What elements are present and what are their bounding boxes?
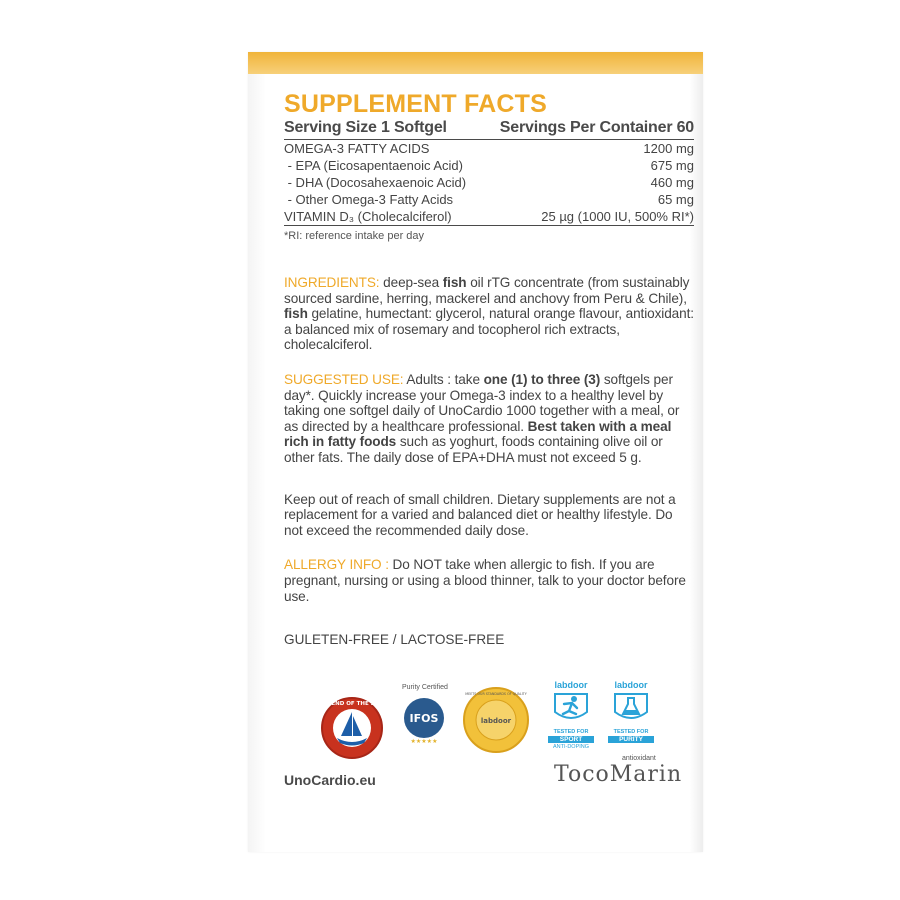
- labdoor-sport-badge: [544, 680, 598, 750]
- bold-segment: Best taken with a meal rich in fatty foods: [284, 418, 672, 450]
- labdoor-seal-text: labdoor: [480, 717, 512, 725]
- ifos-caption: Purity Certified: [402, 684, 448, 691]
- labdoor-sport-line1: TESTED FOR: [553, 729, 589, 735]
- facts-row: [284, 157, 694, 174]
- labdoor-purity-badge: [604, 680, 658, 744]
- nutrient-amount: 1200 mg: [643, 141, 694, 156]
- facts-row: [284, 191, 694, 208]
- serving-row: [284, 118, 694, 140]
- product-box-back: [248, 52, 703, 852]
- text-segment: deep-sea: [379, 275, 443, 290]
- labdoor-purity-line1: TESTED FOR: [613, 729, 649, 735]
- flask-icon: [611, 690, 651, 724]
- box-top-band: [248, 52, 703, 74]
- nutrient-name: - EPA (Eicosapentaenoic Acid): [284, 158, 463, 173]
- bold-segment: fish: [442, 275, 467, 290]
- serving-size: Serving Size 1 Softgel: [284, 119, 447, 136]
- nutrient-amount: 25 µg (1000 IU, 500% RI*): [541, 209, 694, 224]
- facts-row: [284, 140, 694, 157]
- runner-icon: [551, 690, 591, 724]
- text-segment: Do NOT take when allergic to fish. If you are pregnant, nursing or using a blood thinner, talk to your doctor before use.: [284, 557, 686, 604]
- nutrient-amount: 65 mg: [657, 192, 694, 207]
- labdoor-sport-line2: SPORT: [548, 736, 594, 743]
- friend-of-the-sea-text: FRIEND OF THE SEA: [321, 701, 383, 707]
- brand-small-text: antioxidant: [622, 755, 656, 762]
- bold-segment: fish: [284, 306, 308, 322]
- ingredients-label: INGREDIENTS:: [284, 275, 380, 290]
- facts-row: [284, 174, 694, 191]
- servings-per-container: Servings Per Container 60: [499, 119, 694, 136]
- text-segment: oil rTG concentrate (from sustainably sourced sardine, herring, mackerel and anchovy from Peru & Chile),: [284, 275, 690, 306]
- ri-footnote: *RI: reference intake per day: [284, 230, 425, 242]
- stars-icon: ★★★★★: [410, 739, 438, 744]
- allergy-label: ALLERGY INFO :: [284, 557, 389, 573]
- labdoor-sport-line3: ANTI-DOPING: [552, 744, 590, 750]
- nutrient-name: VITAMIN D₃ (Cholecalciferol): [284, 209, 452, 224]
- labdoor-purity-brand: labdoor: [614, 680, 648, 690]
- nutrient-name: - Other Omega-3 Fatty Acids: [284, 192, 454, 207]
- nutrient-name: - DHA (Docosahexaenoic Acid): [284, 175, 467, 190]
- labdoor-seal-ring-text: MEETS OUR STANDARDS OF QUALITY: [465, 692, 527, 696]
- supplement-facts-title: SUPPLEMENT FACTS: [284, 90, 547, 118]
- website-text: UnoCardio.eu: [284, 772, 376, 788]
- allergy-text: [284, 557, 694, 604]
- labdoor-quality-seal: [462, 686, 530, 754]
- ifos-logo: [400, 696, 448, 744]
- ifos-text: IFOS: [409, 712, 439, 725]
- nutrient-amount: 460 mg: [650, 175, 694, 190]
- free-from-text: GULETEN-FREE / LACTOSE-FREE: [284, 632, 505, 648]
- ingredients-text: [284, 275, 694, 353]
- facts-table: [284, 140, 694, 226]
- nutrient-amount: 675 mg: [650, 158, 694, 173]
- friend-of-the-sea-logo: [320, 696, 384, 760]
- text-segment: softgels per day*. Quickly increase your Omega-3 index to a healthy level by taking one softgel daily of UnoCardio 1000 together with a meal, or as directed by a healthcare professional.: [284, 371, 680, 434]
- suggested-use-label: SUGGESTED USE:: [284, 371, 404, 387]
- brand-logo-text: TocoMarin: [554, 762, 683, 787]
- warning-text: Keep out of reach of small children. Dietary supplements are not a replacement for a varied and balanced diet or healthy lifestyle. Do not exceed the recommended daily dose.: [284, 491, 676, 538]
- suggested-use-text: [284, 372, 694, 466]
- label-content: [284, 90, 694, 647]
- bold-segment: one (1) to three (3): [483, 371, 601, 387]
- text-segment: gelatine, humectant: glycerol, natural orange flavour, antioxidant: a balanced mix of rosemary and tocopherol rich extracts, cholecalciferol.: [284, 306, 694, 353]
- text-segment: Adults : take: [403, 371, 484, 387]
- text-segment: such as yoghurt, foods containing olive oil or other fats. The daily dose of EPA+DHA must not exceed 5 g.: [284, 434, 663, 465]
- labdoor-sport-brand: labdoor: [554, 680, 588, 690]
- facts-row: [284, 208, 694, 226]
- labdoor-purity-line2: PURITY: [608, 736, 654, 743]
- nutrient-name: OMEGA-3 FATTY ACIDS: [284, 141, 430, 156]
